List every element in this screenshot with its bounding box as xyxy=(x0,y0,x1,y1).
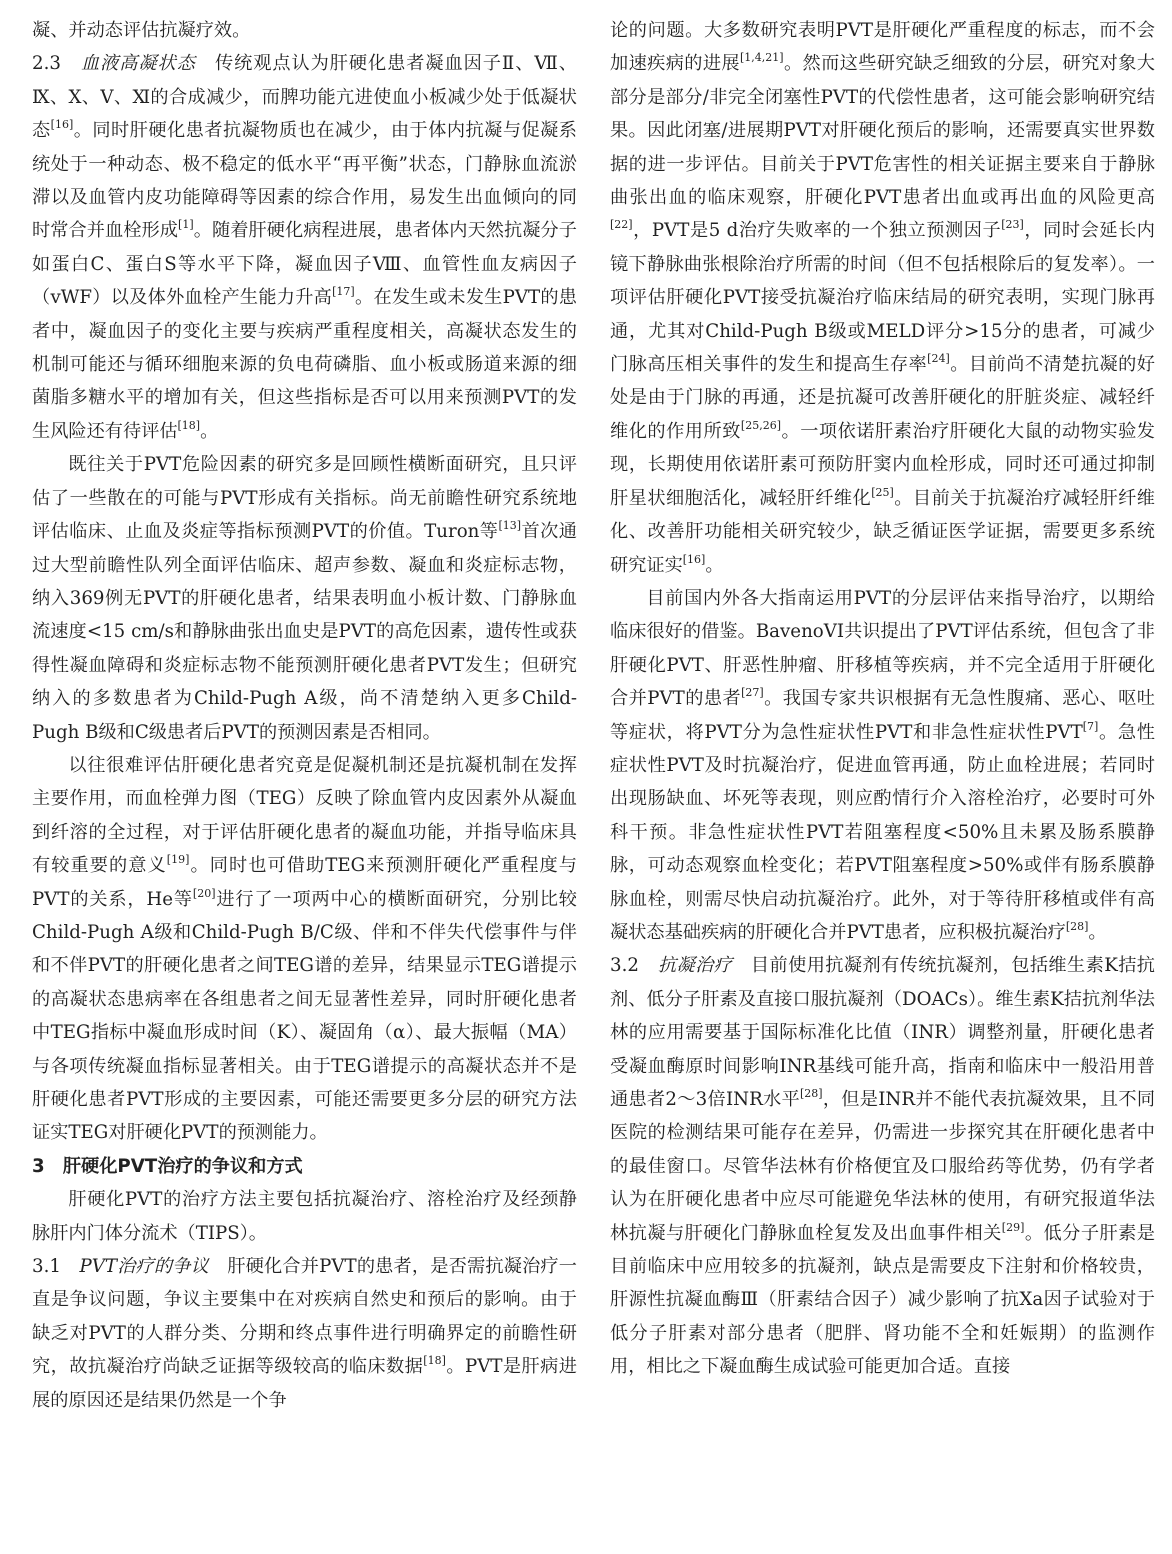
text-run: ，同时会延长内镜下静脉曲张根除治疗所需的时间（但不包括根除后的复发率）。一项评估肝硬化PVT接受抗凝治疗临床结局的研究表明，实现门脉再通，尤其对Child-Pugh B级或MELD评分>15分的患者，可减少门脉高压相关事件的发生和提高生存率 xyxy=(610,220,1155,376)
citation: [16] xyxy=(50,118,74,132)
text-run: 。 xyxy=(1088,921,1107,943)
section-number: 3.1 xyxy=(32,1256,80,1278)
text-run: 。然而这些研究缺乏细致的分层，研究对象大部分是部分/非完全闭塞性PVT的代偿性患者，这可能会影响研究结果。因此闭塞/进展期PVT对肝硬化预后的影响，还需要真实世界数据的进一步评估。目前关于PVT危害性的相关证据主要来自于静脉曲张出血的临床观察，肝硬化PVT患者出血或再出血的风险更高 xyxy=(610,53,1155,209)
text-run: 。急性症状性PVT及时抗凝治疗，促进血管再通，防止血栓进展；若同时出现肠缺血、坏死等表现，则应酌情行介入溶栓治疗，必要时可外科干预。非急性症状性PVT若阻塞程度<50%且未累及肠系膜静脉，可动态观察血栓变化；若PVT阻塞程度>50%或伴有肠系膜静脉血栓，则需尽快启动抗凝治疗。此外，对于等待肝移植或伴有高凝状态基础疾病的肝硬化合并PVT患者，应积极抗凝治疗 xyxy=(610,721,1155,943)
text-run: 肝硬化PVT的治疗方法主要包括抗凝治疗、溶栓治疗及经颈静脉肝内门体分流术（TIPS）。 xyxy=(32,1189,577,1244)
paragraph xyxy=(32,749,577,1150)
citation: [18] xyxy=(423,1354,446,1368)
paragraph xyxy=(32,1250,577,1417)
section-number: 3.2 xyxy=(610,955,658,977)
text-run: 。目前尚不清楚抗凝的好处是由于门脉的再通，还是抗凝可改善肝硬化的肝脏炎症、减轻纤维化的作用所致 xyxy=(610,354,1155,442)
citation: [25,26] xyxy=(740,418,781,432)
citation: [24] xyxy=(927,352,950,366)
text-run: 以往很难评估肝硬化患者究竟是促凝机制还是抗凝机制在发挥主要作用，而血栓弹力图（TEG）反映了除血管内皮因素外从凝血到纤溶的全过程，对于评估肝硬化患者的凝血功能，并指导临床具有较重要的意义 xyxy=(32,754,577,877)
text-run: 凝、并动态评估抗凝疗效。 xyxy=(32,20,251,41)
paragraph xyxy=(32,14,577,47)
text-run: 首次通过大型前瞻性队列全面评估临床、超声参数、凝血和炎症标志物，纳入369例无PVT的肝硬化患者，结果表明血小板计数、门静脉血流速度<15 cm/s和静脉曲张出血史是PVT的高危因素，遗传性或获得性凝血障碍和炎症标志物不能预测肝硬化患者PVT发生；但研究纳入的多数患者为Child-Pugh A级，尚不清楚纳入更多Child-Pugh B级和C级患者后PVT的预测因素是否相同。 xyxy=(32,521,577,743)
text-run: ，但是INR并不能代表抗凝效果，且不同医院的检测结果可能存在差异，仍需进一步探究其在肝硬化患者中的最佳窗口。尽管华法林有价格便宜及口服给药等优势，仍有学者认为在肝硬化患者中应尽可能避免华法林的使用，有研究报道华法林抗凝与肝硬化门静脉血栓复发及出血事件相关 xyxy=(610,1089,1156,1244)
right-column xyxy=(610,14,1155,1384)
section-number: 2.3 xyxy=(32,53,82,75)
text-run: 目前国内外各大指南运用PVT的分层评估来指导治疗，以期给临床很好的借鉴。BavenoVI共识提出了PVT评估系统，但包含了非肝硬化PVT、肝恶性肿瘤、肝移植等疾病，并不完全适用于肝硬化合并PVT的患者 xyxy=(610,587,1155,710)
text-run: 3 肝硬化PVT治疗的争议和方式 xyxy=(32,1155,303,1177)
citation: [22] xyxy=(610,218,633,232)
text-run: 。低分子肝素是目前临床中应用较多的抗凝剂，缺点是需要皮下注射和价格较贵，肝源性抗凝血酶Ⅲ（肝素结合因子）减少影响了抗Xa因子试验对于低分子肝素对部分患者（肥胖、肾功能不全和妊娠期）的监测作用，相比之下凝血酶生成试验可能更加合适。直接 xyxy=(610,1222,1155,1378)
citation: [19] xyxy=(166,853,190,867)
citation: [23] xyxy=(1001,218,1024,232)
paragraph xyxy=(32,47,577,448)
citation: [25] xyxy=(871,485,894,499)
text-run: 既往关于PVT危险因素的研究多是回顾性横断面研究，且只评估了一些散在的可能与PVT形成有关指标。尚无前瞻性研究系统地评估临床、止血及炎症等指标预测PVT的价值。Turon等 xyxy=(32,454,577,543)
text-run: 。同时肝硬化患者抗凝物质也在减少，由于体内抗凝与促凝系统处于一种动态、极不稳定的低水平“再平衡”状态，门静脉血流淤滞以及血管内皮功能障碍等因素的综合作用，易发生出血倾向的同时常合并血栓形成 xyxy=(32,120,577,242)
section-heading xyxy=(32,1150,577,1183)
paragraph xyxy=(610,14,1155,582)
text-run: 肝硬化合并PVT的患者，是否需抗凝治疗一直是争议问题，争议主要集中在对疾病自然史和预后的影响。由于缺乏对PVT的人群分类、分期和终点事件进行明确界定的前瞻性研究，故抗凝治疗尚缺乏证据等级较高的临床数据 xyxy=(32,1256,577,1378)
text-run: 。一项依诺肝素治疗肝硬化大鼠的动物实验发现，长期使用依诺肝素可预防肝窦内血栓形成，同时还可通过抑制肝星状细胞活化，减轻肝纤维化 xyxy=(610,420,1155,509)
text-run: 。 xyxy=(200,420,219,442)
paragraph xyxy=(32,448,577,749)
text-run: 传统观点认为肝硬化患者凝血因子Ⅱ、Ⅶ、Ⅸ、Ⅹ、Ⅴ、Ⅺ的合成减少，而脾功能亢进使血小板减少处于低凝状态 xyxy=(32,53,577,142)
text-run: 。PVT是肝病进展的原因还是结果仍然是一个争 xyxy=(32,1356,577,1411)
citation: [1] xyxy=(178,218,194,232)
citation: [20] xyxy=(192,886,216,900)
text-run: 。在发生或未发生PVT的患者中，凝血因子的变化主要与疾病严重程度相关，高凝状态发生的机制可能还与循环细胞来源的负电荷磷脂、血小板或肠道来源的细菌脂多糖水平的增加有关，但这些指标是否可以用来预测PVT的发生风险还有待评估 xyxy=(32,287,577,442)
text-run: 。目前关于抗凝治疗减轻肝纤维化、改善肝功能相关研究较少，缺乏循证医学证据，需要更多系统研究证实 xyxy=(610,487,1155,576)
citation: [29] xyxy=(1001,1220,1025,1234)
citation: [28] xyxy=(799,1087,823,1100)
paragraph xyxy=(32,1183,577,1250)
text-run: ，PVT是5 d治疗失败率的一个独立预测因子 xyxy=(632,220,1002,242)
text-run: 。 xyxy=(705,554,724,576)
text-run: 。我国专家共识根据有无急性腹痛、恶心、呕吐等症状，将PVT分为急性症状性PVT和非急性症状性PVT xyxy=(610,688,1155,743)
subsection-title: 血液高凝状态 xyxy=(81,53,196,75)
citation: [27] xyxy=(741,686,764,700)
citation: [7] xyxy=(1082,719,1099,733)
citation: [18] xyxy=(177,418,201,432)
left-column xyxy=(32,14,577,1417)
paragraph xyxy=(610,582,1155,949)
citation: [17] xyxy=(332,285,355,299)
citation: [16] xyxy=(682,552,706,566)
text-run: 目前使用抗凝剂有传统抗凝剂，包括维生素K拮抗剂、低分子肝素及直接口服抗凝剂（DOACs）。维生素K拮抗剂华法林的应用需要基于国际标准化比值（INR）调整剂量，肝硬化患者受凝血酶原时间影响INR基线可能升高，指南和临床中一般沿用普通患者2～3倍INR水平 xyxy=(610,955,1155,1110)
citation: [1,4,21] xyxy=(740,51,784,65)
citation: [13] xyxy=(498,519,522,533)
subsection-title: PVT治疗的争议 xyxy=(79,1256,209,1278)
citation: [28] xyxy=(1065,919,1089,933)
paragraph xyxy=(610,949,1155,1383)
text-run: 。同时也可借助TEG来预测肝硬化严重程度与PVT的关系，He等 xyxy=(32,855,577,910)
text-run: 。随着肝硬化病程进展，患者体内天然抗凝分子如蛋白C、蛋白S等水平下降，凝血因子Ⅷ、血管性血友病因子（vWF）以及体外血栓产生能力升高 xyxy=(32,220,577,309)
text-run: 论的问题。大多数研究表明PVT是肝硬化严重程度的标志，而不会加速疾病的进展 xyxy=(610,20,1155,75)
text-run: 进行了一项两中心的横断面研究，分别比较Child-Pugh A级和Child-Pugh B/C级、伴和不伴失代偿事件与伴和不伴PVT的肝硬化患者之间TEG谱的差异，结果显示TEG谱提示的高凝状态患病率在各组患者之间无显著性差异，同时肝硬化患者中TEG指标中凝血形成时间（K）、凝固角（α）、最大振幅（MA）与各项传统凝血指标显著相关。由于TEG谱提示的高凝状态并不是肝硬化患者PVT形成的主要因素，可能还需要更多分层的研究方法证实TEG对肝硬化PVT的预测能力。 xyxy=(32,888,577,1144)
subsection-title: 抗凝治疗 xyxy=(657,955,733,977)
